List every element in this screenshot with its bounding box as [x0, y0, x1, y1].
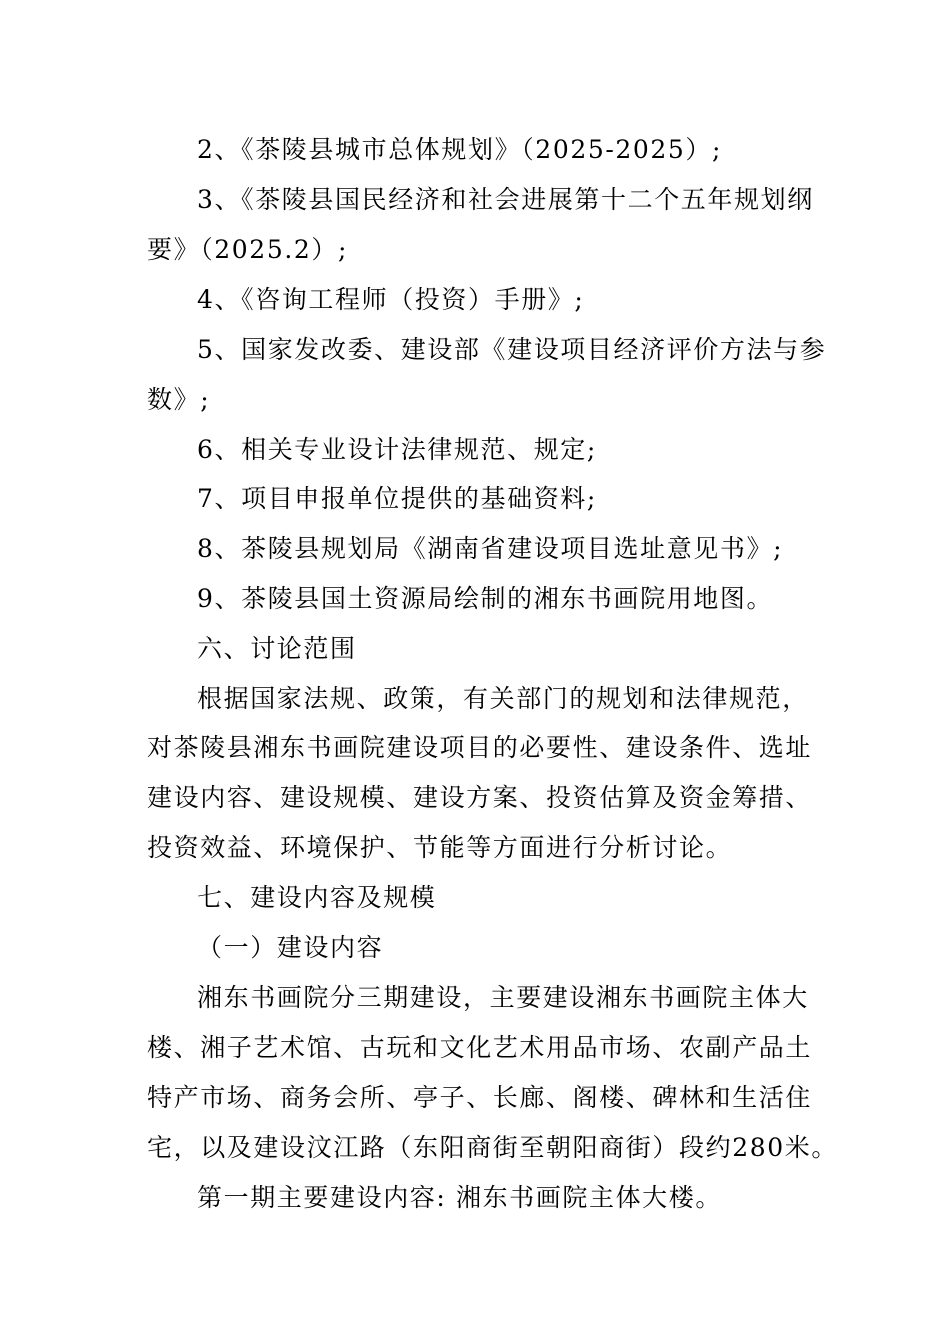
scope-paragraph-line: 对茶陵县湘东书画院建设项目的必要性、建设条件、选址 — [147, 733, 813, 762]
content-paragraph-line: 宅，以及建设汶江路（东阳商街至朝阳商街）段约280米。 — [147, 1133, 838, 1162]
reference-item-4: 4、《咨询工程师（投资）手册》; — [197, 285, 585, 314]
content-paragraph-line: 湘东书画院分三期建设，主要建设湘东书画院主体大 — [197, 983, 809, 1012]
scope-paragraph-line: 投资效益、环境保护、节能等方面进行分析讨论。 — [147, 833, 733, 862]
scope-paragraph-line: 建设内容、建设规模、建设方案、投资估算及资金筹措、 — [147, 783, 813, 812]
reference-item-9: 9、茶陵县国土资源局绘制的湘东书画院用地图。 — [197, 584, 774, 613]
section-heading-content-scale: 七、建设内容及规模 — [197, 883, 437, 912]
content-paragraph-line: 楼、湘子艺术馆、古玩和文化艺术用品市场、农副产品土 — [147, 1033, 813, 1062]
phase-one-paragraph: 第一期主要建设内容: 湘东书画院主体大楼。 — [197, 1183, 722, 1212]
reference-item-3-continued: 要》（2025.2）; — [147, 235, 348, 264]
reference-item-2: 2、《茶陵县城市总体规划》（2025-2025）; — [197, 135, 723, 164]
reference-item-5: 5、国家发改委、建设部《建设项目经济评价方法与参 — [197, 335, 827, 364]
content-paragraph-line: 特产市场、商务会所、亭子、长廊、阁楼、碑林和生活住 — [147, 1083, 813, 1112]
reference-item-6: 6、相关专业设计法律规范、规定; — [197, 435, 597, 464]
reference-item-5-continued: 数》; — [147, 385, 211, 414]
reference-item-3: 3、《茶陵县国民经济和社会进展第十二个五年规划纲 — [197, 185, 814, 214]
reference-item-8: 8、茶陵县规划局《湖南省建设项目选址意见书》; — [197, 534, 784, 563]
reference-item-7: 7、项目申报单位提供的基础资料; — [197, 484, 597, 513]
scope-paragraph-line: 根据国家法规、政策，有关部门的规划和法律规范， — [197, 684, 809, 713]
section-heading-scope: 六、讨论范围 — [197, 634, 357, 663]
subsection-heading-content: （一）建设内容 — [197, 933, 384, 962]
